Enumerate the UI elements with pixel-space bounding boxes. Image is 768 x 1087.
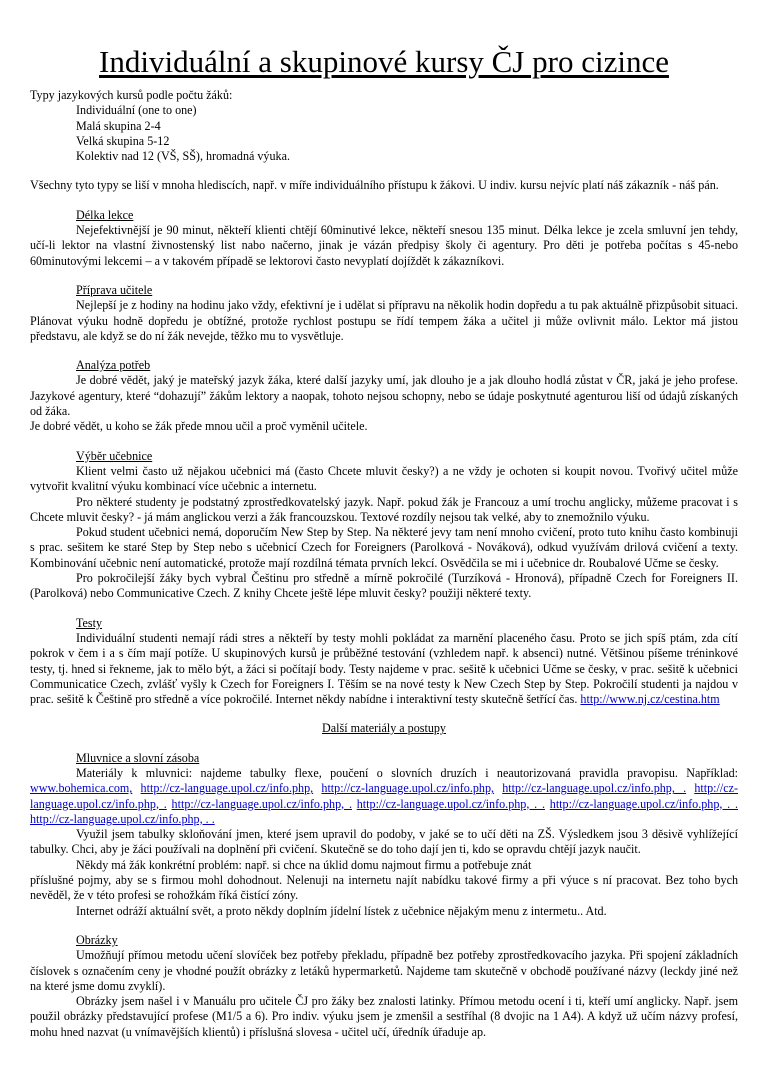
link[interactable]: www.bohemica.com, bbox=[30, 781, 133, 796]
section-text-mluvnice-2: Využil jsem tabulky skloňování jmen, které jsem upravil do podoby, v jaké se to učí děti na ZŠ. Výsledkem jsou 3 děsivě vyhlížející tabulky. Chci, aby je žáci používali na doplnění při cvičení. Skutečně se do toho dají jen ti, kdo se opravdu chtějí jazyk naučit. bbox=[30, 827, 738, 857]
section-text-priprava: Nejlepší je z hodiny na hodinu jako vždy, efektivní je i udělat si přípravu na několik hodin dopředu a tu pak aktuálně přizpůsobit situaci. Plánovat výuku hodně dopředu je obtížné, protože rychlost postupu se řídí tempem žáka a učitel ji může ovlivnit málo. Lektor má jistou představu, ale když se do ní žák nevejde, těžko mu to vysvětluje. bbox=[30, 298, 738, 343]
intro-note: Všechny tyto typy se liší v mnoha hlediscích, např. v míře individuálního přístupu k žákovi. U indiv. kursu nejvíc platí náš zákazník - náš pán. bbox=[30, 178, 719, 193]
page-title: Individuální a skupinové kursy ČJ pro cizince bbox=[99, 44, 669, 79]
section-heading-obrazky: Obrázky bbox=[76, 932, 118, 947]
section-text-vyber-4: Pro pokročilejší žáky bych vybral Češtinu pro středně a mírně pokročilé (Turzíková - Hronová), případně Czech for Foreigners II. (Parolková) nebo Communicative Czech. Z knihy Chcete ještě lépe mluvit česky? použiji některé texty. bbox=[30, 571, 738, 601]
link[interactable]: http://cz-language.upol.cz/info.php, . . bbox=[30, 811, 215, 826]
testy-text: Individuální studenti nemají rádi stres a někteří by testy mohli pokládat za marnění placeného času. Proto se jich spíš ptám, zda cítí pokrok v čem i a s čím mají potíže. U skupinových kursů je průběžné testování (vzhledem např. k absenci) nutné. Většinou píšeme tréninkové testy, tj. hned si řekneme, jak to mělo být, a žáci si počítají body. Testy najdeme v prac. sešitě k učebnici Učme se česky, v prac. sešitě k učebnici Communicatice Czech, zvlášť vyšly k Czech for Foreigners I. Těším se na nové testy k New Czech Step by Step. Pokročilí studenti ja najdou v prac. sešitě k Češtině pro středně a více pokročilé. Internet někdy nabídne i interaktivní testy skutečně šetřící čas. bbox=[30, 630, 738, 707]
intro-heading: Typy jazykových kursů podle počtu žáků: bbox=[30, 88, 233, 102]
section-text-vyber-3: Pokud student učebnici nemá, doporučím New Step by Step. Na některé jevy tam není mnoho cvičení, proto tuto knihu často kombinuji s prac. sešitem ke staré Step by Step nebo s učebnicí Czech for Foreigners (Parolková - Nováková), odkud využívám drilová cvičení a texty. Kombinování učebnic není automatické, protože mají rozdílná témata prvních lekcí. Osvědčila se mi i učebnice dr. Roubalové Učme se česky. bbox=[30, 525, 738, 570]
mluvnice-intro-text: Materiály k mluvnici: najdeme tabulky flexe, poučení o slovních druzích i neautorizovaná pravidla pravopisu. Například: bbox=[76, 765, 738, 780]
link[interactable]: http://cz-language.upol.cz/info.php, . bbox=[30, 781, 738, 811]
section-heading-mluvnice: Mluvnice a slovní zásoba bbox=[76, 750, 200, 765]
section-text-vyber-1: Klient velmi často už nějakou učebnici má (často Chcete mluvit česky?) a ne vždy je ochoten si koupit novou. Tvořivý učitel může vytvořit kvalitní výuku kombinací více učebnic a internetu. bbox=[30, 463, 738, 494]
intro-item: Individuální (one to one) bbox=[76, 103, 197, 118]
intro-item: Velká skupina 5-12 bbox=[76, 133, 170, 148]
section-text-delka: Nejefektivnější je 90 minut, někteří klienti chtějí 60minutivé lekce, někteří snesou 135 minut. Délka lekce je zcela smluvní jen tehdy, učí-li lektor na vlastní živnostenský list nabo načerno, jinak je vázán předpisy školy či agentury. Pro děti je potřeba počítas s 45-nebo 60minutovými lekcemi – a v takovém případě se lektorovi často nevyplatí dojíždět k zákazníkovi. bbox=[30, 223, 738, 268]
section-text-obrazky-2: Obrázky jsem našel i v Manuálu pro učitele ČJ pro žáky bez znalosti latinky. Přímou metodu ocení i ti, kteří umí anglicky. Např. jsem použil obrázky představující profese (M1/5 a 6). Pro indiv. výuku jsem je zmenšil a sestříhal (8 dvojic na 1 A4). A když už učím názvy profesí, mohu hned nazvat (u vnímavějších klientů) i příslušná slovesa - učitel učí, úředník úřaduje ap. bbox=[30, 994, 738, 1039]
section-text-mluvnice-4: Internet odráží aktuální svět, a proto někdy doplním jídelní lístek z učebnice nějakým menu z intermetu.. Atd. bbox=[76, 903, 607, 918]
section-heading-delka: Délka lekce bbox=[76, 207, 134, 222]
link[interactable]: http://cz-language.upol.cz/info.php, . bbox=[171, 796, 352, 811]
link[interactable]: http://cz-language.upol.cz/info.php, bbox=[321, 781, 495, 796]
section-heading-vyber: Výběr učebnice bbox=[76, 448, 153, 463]
intro-item: Kolektiv nad 12 (VŠ, SŠ), hromadná výuka. bbox=[76, 149, 290, 164]
link[interactable]: http://cz-language.upol.cz/info.php, bbox=[140, 781, 314, 796]
intro-item: Malá skupina 2-4 bbox=[76, 118, 161, 133]
section-heading-priprava: Příprava učitele bbox=[76, 282, 153, 297]
section-heading-testy: Testy bbox=[76, 615, 103, 630]
section-text-vyber-2: Pro některé studenty je podstatný zprostředkovatelský jazyk. Např. pokud žák je Francouz a umí trochu anglicky, můžeme pracovat i s Chcete mluvit česky? - já mám anglickou verzi a žák francouzskou. Textové rozdíly nejsou tak velké, aby to znemožnilo výuku. bbox=[30, 494, 738, 524]
section-heading-analyza: Analýza potřeb bbox=[76, 358, 151, 373]
link[interactable]: http://cz-language.upol.cz/info.php, . . bbox=[356, 796, 545, 811]
section-text-analyza-2: Je dobré vědět, u koho se žák přede mnou učil a proč vyměnil učitele. bbox=[30, 419, 368, 434]
section-text-testy bbox=[30, 631, 738, 707]
section-text-mluvnice-3b: příslušné pojmy, aby se s firmou mohl dohodnout. Nelenuji na internetu najít nabídku takové firmy a při výuce s ní pracovat. Bez toho bych nevěděl, že v této profesi se rohožkám říká čistící zóny. bbox=[30, 873, 738, 903]
testy-link[interactable]: http://www.nj.cz/cestina.htm bbox=[580, 692, 720, 707]
document-page bbox=[30, 44, 738, 1040]
further-materials-title: Další materiály a postupy bbox=[322, 721, 446, 736]
link[interactable]: http://cz-language.upol.cz/info.php, . bbox=[502, 781, 687, 796]
section-text-obrazky-1: Umožňují přímou metodu učení slovíček bez potřeby překladu, případně bez potřeby zprostředkovacího jazyka. Při spojení základních číslovek s označením ceny je vhodné použít obrázky z letáků hypermarketů. Najdeme tam skutečně v obchodě používané názvy (leckdy jiné než na které jsme domu zvyklí). bbox=[30, 948, 738, 993]
section-text-mluvnice-3a: Někdy má žák konkrétní problém: např. si chce na úklid domu najmout firmu a potřebuje znát bbox=[76, 857, 532, 872]
link[interactable]: http://cz-language.upol.cz/info.php, . . bbox=[549, 796, 738, 811]
section-text-analyza: Je dobré vědět, jaký je mateřský jazyk žáka, které další jazyky umí, jak dlouho je a jak dlouho hodlá zůstat v ČR, jaká je jeho profese. Jazykové agentury, které “dohazují” žákům lektory a naopak, tohoto nejsou schopny, nebo se údaje poskytnuté agenturou liší od údajů získaných od žáka. bbox=[30, 373, 738, 419]
section-text-mluvnice-intro bbox=[30, 766, 738, 827]
